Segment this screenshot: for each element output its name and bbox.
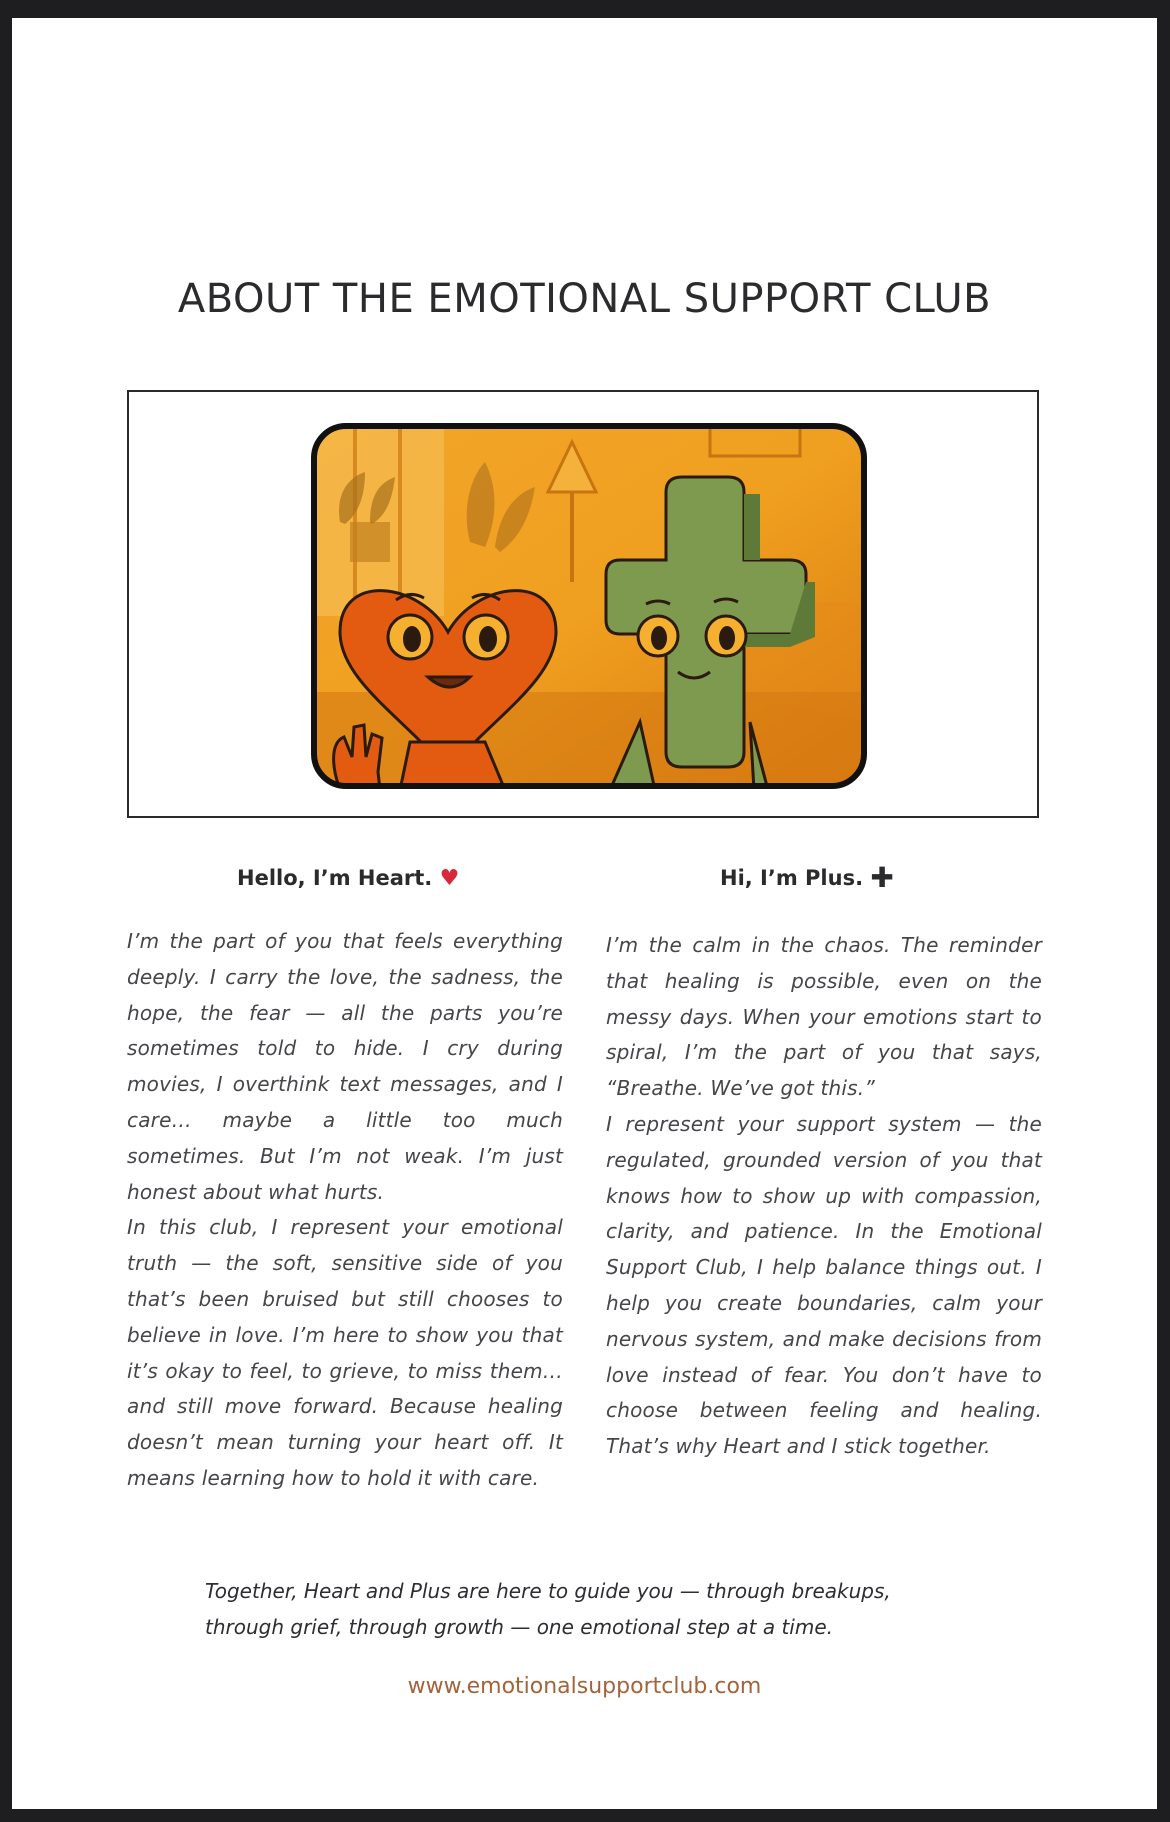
website-link[interactable]: www.emotionalsupportclub.com <box>407 1674 762 1699</box>
heart-heading-text: Hello, I’m Heart. <box>237 866 433 890</box>
heart-heading <box>237 866 459 891</box>
heart-description <box>127 924 563 1497</box>
red-heart-icon: ♥ <box>439 866 460 891</box>
heart-paragraph: In this club, I represent your emotional truth — the soft, sensitive side of you that’s been bruised but still chooses to believe in love. I’m here to show you that it’s okay to feel, to grieve, to miss them… and still move forward. Because healing doesn’t mean turning your heart off. It means learning how to hold it with care. <box>127 1215 563 1490</box>
plus-description <box>606 928 1042 1465</box>
heart-paragraph: I’m the part of you that feels everything deeply. I carry the love, the sadness, the hope, the fear — all the parts you’re sometimes told to hide. I cry during movies, I overthink text messages, and I care… maybe a little too much sometimes. But I’m not weak. I’m just honest about what hurts. <box>127 929 563 1204</box>
closing-statement: Together, Heart and Plus are here to guide you — through breakups, through grief, through growth — one emotional step at a time. <box>205 1579 891 1639</box>
plus-heading <box>720 861 894 894</box>
illustration-frame <box>127 390 1039 818</box>
plus-paragraph: I represent your support system — the regulated, grounded version of you that knows how to show up with compassion, clarity, and patience. In the Emotional Support Club, I help balance things out. I help you create boundaries, calm your nervous system, and make decisions from love instead of fear. You don’t have to choose between feeling and healing. That’s why Heart and I stick together. <box>606 1111 1042 1459</box>
plus-icon: ✚ <box>870 861 894 894</box>
plus-paragraph: I’m the calm in the chaos. The reminder that healing is possible, even on the messy days. When your emotions start to spiral, I’m the part of you that says, “Breathe. We’ve got this.” <box>606 933 1042 1101</box>
heart-and-plus-characters-illustration <box>310 422 868 790</box>
plus-heading-text: Hi, I’m Plus. <box>720 866 864 890</box>
document-page <box>12 18 1157 1809</box>
page-title: ABOUT THE EMOTIONAL SUPPORT CLUB <box>177 276 992 322</box>
